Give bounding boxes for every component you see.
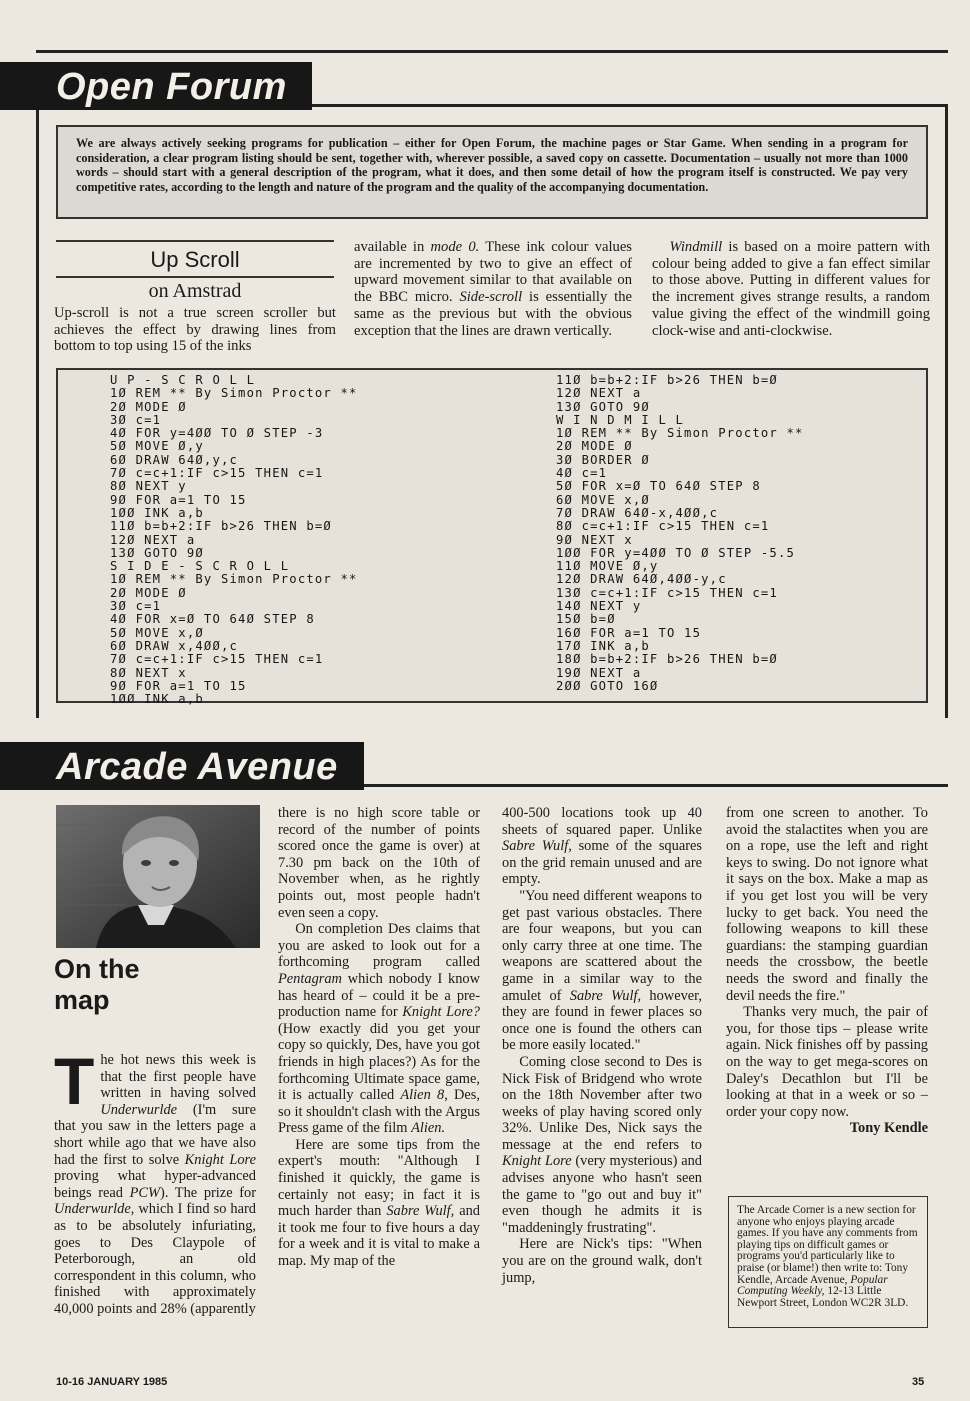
submission-notice [56, 125, 928, 219]
code-line: W I N D M I L L [556, 412, 685, 427]
col2-text-a: available in [354, 239, 431, 255]
code-line: 7Ø c=c+1:IF c>15 THEN c=1 [110, 466, 324, 481]
code-line: 4Ø c=1 [556, 466, 608, 481]
c1-t1: Underwurlde [100, 1101, 178, 1118]
code-line: 3Ø c=1 [110, 412, 162, 427]
code-line: 5Ø MOVE x,Ø [110, 625, 204, 640]
code-line: 12Ø NEXT a [556, 386, 642, 401]
code-line: 11Ø MOVE Ø,y [556, 559, 659, 574]
code-line: 8Ø c=c+1:IF c>15 THEN c=1 [556, 519, 770, 534]
code-line: 9Ø NEXT x [556, 532, 633, 547]
c3-t4: Sabre Wulf, [569, 987, 642, 1004]
open-forum-left-bar [36, 110, 39, 718]
info-publication: Popular Computing Weekly, [737, 1273, 888, 1298]
c1-t8: , which I find so hard as to be absolutely infuriating, goes to Des Claypole of Peterborough, an old correspondent in this column, who finished with approximately 40,000 points and 28% (apparently [54, 1201, 256, 1317]
arcade-avenue-banner [0, 742, 364, 790]
open-forum-title: Open Forum [56, 66, 287, 108]
listing-left-column [110, 374, 358, 706]
info-text-b: 12-13 Little Newport Street, London WC2R 3LD. [737, 1285, 909, 1309]
code-line: 2ØØ GOTO 16Ø [556, 678, 659, 693]
col2-side-scroll: Side-scroll [459, 289, 523, 306]
article-column-1-text: Up-scroll is not a true screen scroller but achieves the effect by drawing lines from bottom to top using 15 of the inks [54, 305, 336, 355]
code-line: 1ØØ INK a,b [110, 692, 204, 707]
headline-line-2: map [54, 985, 110, 1015]
code-line: 13Ø GOTO 9Ø [110, 545, 204, 560]
code-line: 9Ø FOR a=1 TO 15 [110, 678, 247, 693]
c2-t9: Here are some tips from the expert's mouth: "Although I finished it quickly, the game is certainly not easy; in fact it is much harder than [278, 1136, 480, 1220]
code-line: 5Ø FOR x=Ø TO 64Ø STEP 8 [556, 479, 761, 494]
code-line: 13Ø c=c+1:IF c>15 THEN c=1 [556, 585, 778, 600]
headline-line-1: On the [54, 954, 140, 984]
c2-t7: , Des, so it shouldn't clash with the Argus Press game of the film [278, 1087, 480, 1137]
c3-t3: "You need different weapons to get past various obstacles. There are four weapons, but you can only carry three at one time. The weapons are scattered about the game in a similar way to the amulet of [502, 887, 702, 1004]
code-line: 16Ø FOR a=1 TO 15 [556, 625, 702, 640]
code-line: S I D E - S C R O L L [110, 559, 290, 574]
code-line: 2Ø MODE Ø [110, 585, 187, 600]
code-line: 3Ø BORDER Ø [556, 452, 650, 467]
c2-t4: Knight Lore? [402, 1004, 480, 1021]
page-number: 35 [912, 1376, 925, 1388]
info-text-a: The Arcade Corner is a new section for anyone who enjoys playing arcade games. If you have any comments from playing tips on difficult games or programs you'd particularly like to praise (or blame!) then write to: Tony Kendle, Arcade Avenue, [737, 1204, 918, 1286]
c1-t3: Knight Lore [184, 1151, 256, 1168]
c2-t10: Sabre Wulf, [386, 1203, 455, 1220]
code-line: 6Ø MOVE x,Ø [556, 492, 650, 507]
issue-date: 10-16 JANUARY 1985 [56, 1376, 168, 1388]
code-line: 12Ø DRAW 64Ø,4ØØ-y,c [556, 572, 727, 587]
code-line: 11Ø b=b+2:IF b>26 THEN b=Ø [110, 519, 332, 534]
c3-t9: Here are Nick's tips: "When you are on the ground walk, don't jump, [502, 1236, 702, 1286]
code-line: U P - S C R O L L [110, 373, 256, 387]
code-line: 15Ø b=Ø [556, 612, 616, 627]
article-headline [54, 954, 260, 1016]
open-forum-rule [312, 104, 948, 107]
col3-windmill: Windmill [669, 239, 723, 255]
arcade-corner-info-box [728, 1196, 928, 1328]
code-line: 14Ø NEXT y [556, 599, 642, 614]
listing-right-column [556, 374, 804, 693]
col3-text: is based on a moire pattern with colour being added to give a fan effect similar to those above. Putting in different values for the increment gives strange results, a random value giving the effect of the windmill going clock-wise and anti-clockwise. [652, 239, 930, 339]
c1-t5: PCW [129, 1184, 161, 1201]
arcade-column-4 [726, 805, 928, 1137]
c2-t8: Alien. [411, 1120, 446, 1137]
code-line: 12Ø NEXT a [110, 532, 196, 547]
author-photo [56, 805, 260, 948]
c1-t6: ). The prize for [160, 1184, 256, 1201]
code-line: 4Ø FOR x=Ø TO 64Ø STEP 8 [110, 612, 315, 627]
c4-t1: Thanks very much, the pair of you, for those tips – please write again. Nick finishes off by passing on the way to get mega-scores on Daley's Decathlon but I'll be looking at that in a week or so – order your copy now. [726, 1004, 928, 1120]
c2-t3: which nobody I know has heard of – could it be a pre-production name for [278, 970, 480, 1021]
code-line: 18Ø b=b+2:IF b>26 THEN b=Ø [556, 652, 778, 667]
code-line: 6Ø DRAW 64Ø,y,c [110, 452, 239, 467]
code-line: 1Ø REM ** By Simon Proctor ** [110, 386, 358, 401]
code-line: 7Ø c=c+1:IF c>15 THEN c=1 [110, 652, 324, 667]
code-line: 3Ø c=1 [110, 599, 162, 614]
c2-t5: (How exactly did you get your copy so quickly, Des, have you got friends in high places?) As for the forthcoming Ultimate space game, it is actually called [278, 1020, 480, 1104]
open-forum-right-bar [945, 104, 948, 718]
arcade-column-3 [502, 805, 702, 1286]
article-column-3 [652, 239, 930, 339]
submission-notice-text: We are always actively seeking programs for publication – either for Open Forum, the machine pages or Star Game. When sending in a program for consideration, a clear program listing should be sent, together with, wherever possible, a saved copy on cassette. Documentation – usually not more than 1000 words – should start with a general description of the program, what it does, and then some detail of how the program itself is constructed. We pay very competitive rates, according to the length and nature of the program and the quality of the accompanying documentation. [76, 136, 908, 194]
c2-t0: there is no high score table or record of the number of points scored once the game is over) at 7.30 pm back on the 10th of November when, as he rightly points out, most people hadn't even seen a copy. [278, 805, 480, 921]
c3-t6: Coming close second to Des is Nick Fisk of Bridgend who wrote on the 18th November after two weeks of play having scored only 32%. Unlike Des, Nick says the message at the end refers to [502, 1053, 702, 1153]
c1-t4: proving what hyper-advanced beings read [54, 1168, 256, 1201]
top-rule [36, 50, 948, 53]
arcade-avenue-rule [364, 784, 948, 787]
article-rule-mid [56, 276, 334, 278]
c3-t1: Sabre Wulf, [502, 838, 572, 855]
article-subtitle: on Amstrad [148, 280, 242, 302]
code-line: 5Ø MOVE Ø,y [110, 439, 204, 454]
program-listing [56, 368, 928, 707]
c3-t0: 400-500 locations took up 40 sheets of squared paper. Unlike [502, 805, 702, 838]
arcade-column-1 [54, 1044, 256, 1318]
article-column-1 [54, 305, 336, 355]
col2-text-c: is essentially the same as the previous but with the obvious exception that the lines are drawn vertically. [354, 289, 632, 339]
code-line: 19Ø NEXT a [556, 665, 642, 680]
code-line: 11Ø b=b+2:IF b>26 THEN b=Ø [556, 373, 778, 387]
code-line: 8Ø NEXT x [110, 665, 187, 680]
c2-t11: and it took me four to five hours a day for a week and it is vital to make a map. My map of the [278, 1203, 480, 1270]
code-line: 1Ø REM ** By Simon Proctor ** [110, 572, 358, 587]
open-forum-banner [0, 62, 312, 110]
code-line: 2Ø MODE Ø [556, 439, 633, 454]
code-line: 17Ø INK a,b [556, 638, 650, 653]
c1-t7: Underwurlde [54, 1201, 131, 1218]
portrait-image [56, 805, 260, 948]
c2-t1: On completion Des claims that you are asked to look out for a forthcoming program called [278, 921, 480, 971]
c3-t5: however, they are found in fewer places so once one is found the others can be more easily located." [502, 987, 702, 1054]
arcade-column-2 [278, 805, 480, 1270]
code-line: 1Ø REM ** By Simon Proctor ** [556, 426, 804, 441]
col2-text-b: These ink colour values are incremented by two to give an effect of upward movement similar to that available on the BBC micro. [354, 239, 632, 306]
code-line: 1ØØ INK a,b [110, 505, 204, 520]
col2-mode: mode 0. [430, 239, 480, 255]
article-column-2 [354, 239, 632, 339]
arcade-avenue-title: Arcade Avenue [56, 746, 338, 788]
c2-t2: Pentagram [278, 970, 342, 987]
c4-t0: from one screen to another. To avoid the stalactites when you are on a rope, use the left and right keys to swing. Do not ignore what it says on the box. Make a map as if you get lost you will be very lucky to get back. You need the following weapons to kill these guardians: the stamping guardian needs the crossbow, the beetle needs the sword and finally the devil needs the fire." [726, 805, 928, 1004]
code-line: 4Ø FOR y=4ØØ TO Ø STEP -3 [110, 426, 324, 441]
c2-t6: Alien 8 [400, 1087, 445, 1104]
c3-t8: (very mysterious) and advises anyone who hasn't seen the game to "go out and buy it" even though he admits it is "maddeningly frustrating". [502, 1153, 702, 1236]
code-line: 8Ø NEXT y [110, 479, 187, 494]
code-line: 7Ø DRAW 64Ø-x,4ØØ,c [556, 505, 719, 520]
code-line: 1ØØ FOR y=4ØØ TO Ø STEP -5.5 [556, 545, 796, 560]
c3-t7: Knight Lore [502, 1153, 572, 1170]
c1-t2: (I'm sure that you saw in the letters page a short while ago that we have also had the first to solve [54, 1101, 256, 1168]
drop-cap: T [54, 1044, 95, 1118]
author-byline: Tony Kendle [849, 1120, 928, 1137]
code-line: 13Ø GOTO 9Ø [556, 399, 650, 414]
code-line: 6Ø DRAW x,4ØØ,c [110, 638, 239, 653]
c3-t2: some of the squares on the grid remain unused and are empty. [502, 838, 702, 888]
code-line: 9Ø FOR a=1 TO 15 [110, 492, 247, 507]
article-title: Up Scroll [150, 247, 240, 272]
article-rule-top [56, 240, 334, 242]
code-line: 2Ø MODE Ø [110, 399, 187, 414]
c1-t0: he hot news this week is that the first people have written in having solved [100, 1052, 256, 1102]
